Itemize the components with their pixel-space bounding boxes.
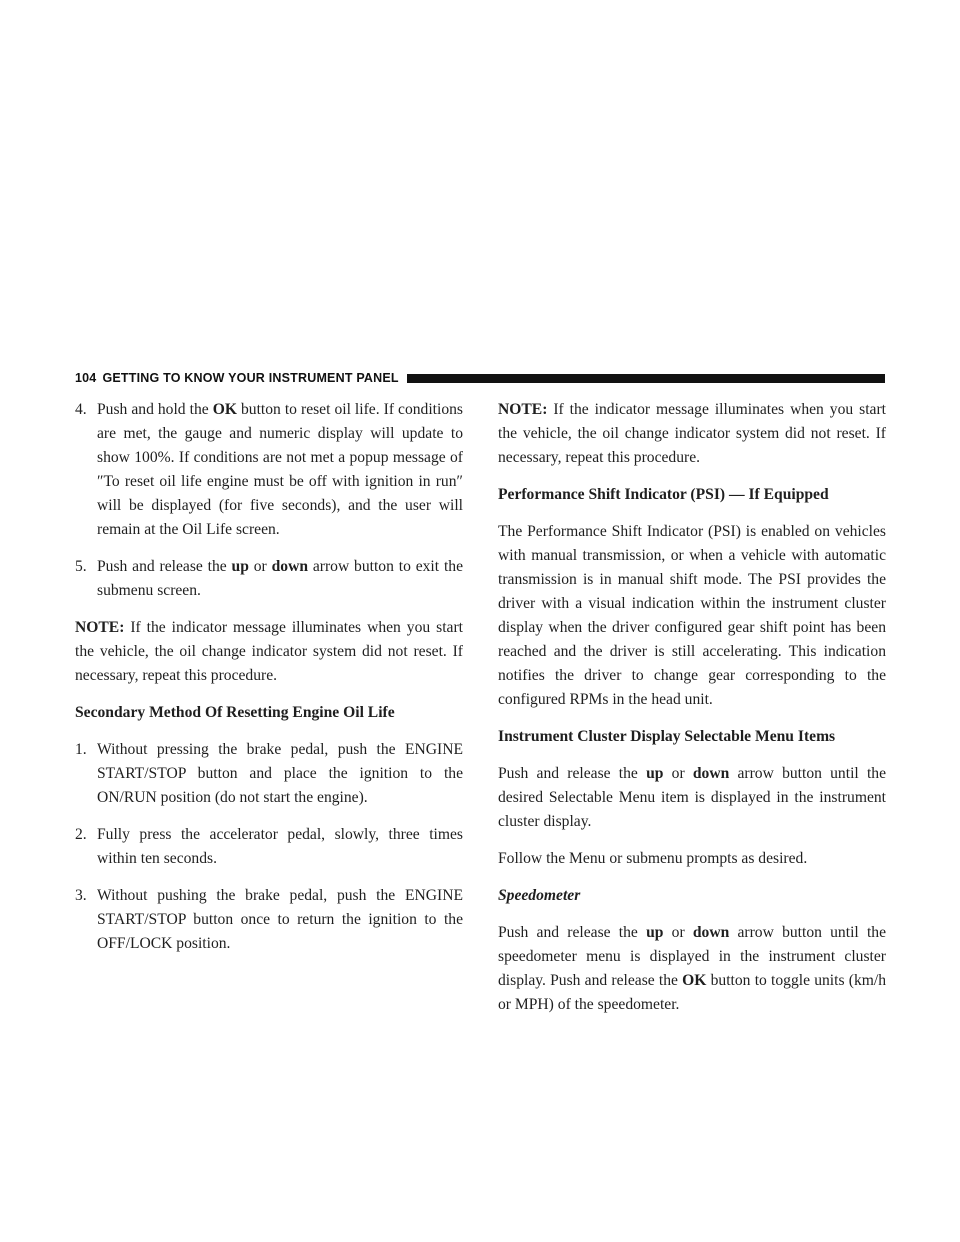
step-number: 5. bbox=[75, 558, 87, 575]
step-text: Push and release the bbox=[97, 558, 232, 575]
note-paragraph bbox=[498, 398, 886, 470]
secondary-step-2 bbox=[75, 823, 463, 871]
menu-text: arrow button until the desired Selectable Menu item is displayed in the instrument cluster display. bbox=[498, 765, 886, 830]
left-column bbox=[75, 398, 463, 969]
step-number: 4. bbox=[75, 401, 87, 418]
menu-text: Push and release the bbox=[498, 765, 647, 782]
secondary-method-heading: Secondary Method Of Resetting Engine Oil Life bbox=[75, 704, 395, 721]
step-number: 2. bbox=[75, 826, 87, 843]
follow-paragraph: Follow the Menu or submenu prompts as desired. bbox=[498, 850, 808, 867]
secondary-step-1 bbox=[75, 738, 463, 810]
speedometer-heading: Speedometer bbox=[498, 887, 581, 904]
right-column bbox=[498, 398, 886, 1030]
step-text: arrow button to exit the submenu screen. bbox=[97, 558, 463, 599]
section-title: GETTING TO KNOW YOUR INSTRUMENT PANEL bbox=[102, 371, 399, 385]
selectable-menu-heading: Instrument Cluster Display Selectable Menu Items bbox=[498, 728, 836, 745]
down-button-term: down bbox=[692, 924, 730, 941]
speedometer-text: or bbox=[663, 924, 693, 941]
step-text: Fully press the accelerator pedal, slowly, three times within ten seconds. bbox=[97, 826, 463, 867]
secondary-step-3 bbox=[75, 884, 463, 956]
step-number: 3. bbox=[75, 887, 87, 904]
menu-text: or bbox=[663, 765, 693, 782]
psi-paragraph: The Performance Shift Indicator (PSI) is enabled on vehicles with manual transmission, or when a vehicle with automatic transmission is in manual shift mode. The PSI provides the driver with a visual indication within the instrument cluster display when the driver configured gear shift point has been reached and the driver is still accelerating. This indication notifies the driver to change gear corresponding to the configured RPMs in the head unit. bbox=[498, 523, 886, 708]
header-rule bbox=[407, 374, 885, 383]
step-text: Push and hold the bbox=[97, 401, 213, 418]
note-label: NOTE: bbox=[75, 619, 125, 636]
up-button-term: up bbox=[646, 924, 664, 941]
speedometer-text: button to toggle units (km/h or MPH) of the speedometer. bbox=[498, 972, 886, 1013]
page-number: 104 bbox=[75, 371, 97, 385]
menu-paragraph bbox=[498, 762, 886, 834]
speedometer-paragraph bbox=[498, 921, 886, 1017]
step-text: Without pressing the brake pedal, push the ENGINE START/STOP button and place the ignition to the ON/RUN position (do not start the engine). bbox=[97, 741, 463, 806]
note-paragraph bbox=[75, 616, 463, 688]
step-4 bbox=[75, 398, 463, 542]
ok-button-term: OK bbox=[212, 401, 237, 418]
step-text: button to reset oil life. If conditions are met, the gauge and numeric display will update to show 100%. If conditions are not met a popup message of ″To reset oil life engine must be off with ignition in run″ will be displayed (for five seconds), and the user will remain at the Oil Life screen. bbox=[97, 401, 463, 538]
down-button-term: down bbox=[271, 558, 308, 575]
note-text: If the indicator message illuminates when you start the vehicle, the oil change indicator system did not reset. If necessary, repeat this procedure. bbox=[498, 401, 886, 466]
up-button-term: up bbox=[646, 765, 664, 782]
step-text: or bbox=[248, 558, 272, 575]
page-header bbox=[75, 368, 885, 388]
speedometer-text: arrow button until the speedometer menu is displayed in the instrument cluster display. Push and release the bbox=[498, 924, 886, 989]
note-label: NOTE: bbox=[498, 401, 548, 418]
note-text: If the indicator message illuminates when you start the vehicle, the oil change indicator system did not reset. If necessary, repeat this procedure. bbox=[75, 619, 463, 684]
step-5 bbox=[75, 555, 463, 603]
speedometer-text: Push and release the bbox=[498, 924, 647, 941]
up-button-term: up bbox=[231, 558, 249, 575]
step-text: Without pushing the brake pedal, push the ENGINE START/STOP button once to return the ignition to the OFF/LOCK position. bbox=[97, 887, 463, 952]
step-number: 1. bbox=[75, 741, 87, 758]
down-button-term: down bbox=[692, 765, 730, 782]
ok-button-term: OK bbox=[682, 972, 707, 989]
psi-heading: Performance Shift Indicator (PSI) — If Equipped bbox=[498, 486, 829, 503]
